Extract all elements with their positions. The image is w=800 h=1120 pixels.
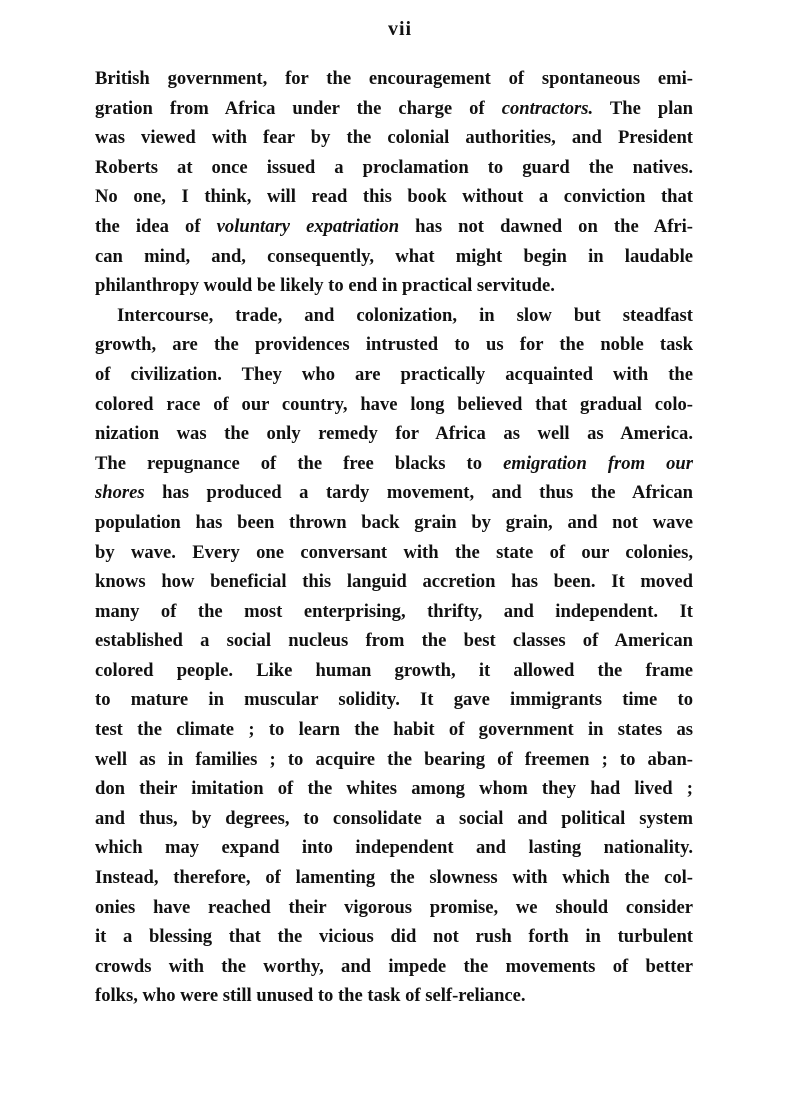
text-run: many of the most enterprising, thrifty, and independent. It xyxy=(95,600,693,622)
text-run: it a blessing that the vicious did not rush forth in turbulent xyxy=(95,926,693,948)
text-run: test the climate ; to learn the habit of government in states as xyxy=(95,719,693,741)
text-run: The repugnance of the free blacks to xyxy=(95,452,504,474)
text-line xyxy=(95,952,693,982)
page-number: vii xyxy=(387,18,413,40)
text-run: folks, who were still unused to the task of self-reliance. xyxy=(95,985,526,1007)
text-run: onies have reached their vigorous promise, we should consider xyxy=(95,896,693,918)
text-line xyxy=(95,242,693,272)
text-line xyxy=(95,212,693,242)
text-line xyxy=(95,745,693,775)
text-run: growth, are the providences intrusted to us for the noble task xyxy=(95,334,693,356)
text-line xyxy=(95,804,693,834)
text-line xyxy=(95,685,693,715)
italic-phrase: contractors. xyxy=(501,97,594,119)
text-line xyxy=(95,271,693,301)
text-run: and thus, by degrees, to consolidate a social and political system xyxy=(95,807,693,829)
italic-phrase: voluntary expatriation xyxy=(216,215,400,237)
text-line xyxy=(95,330,693,360)
text-line xyxy=(95,64,693,94)
text-line xyxy=(95,774,693,804)
text-run: Instead, therefore, of lamenting the slowness with which the col- xyxy=(95,867,693,889)
text-run: which may expand into independent and lasting nationality. xyxy=(95,837,693,859)
text-run: philanthropy would be likely to end in practical servitude. xyxy=(95,275,555,297)
text-line xyxy=(95,893,693,923)
text-run: to mature in muscular solidity. It gave immigrants time to xyxy=(95,689,693,711)
text-run: British government, for the encouragement of spontaneous emi- xyxy=(95,68,693,89)
text-line xyxy=(95,538,693,568)
text-line xyxy=(95,833,693,863)
text-line xyxy=(95,508,693,538)
text-run: don their imitation of the whites among whom they had lived ; xyxy=(95,778,693,800)
text-line xyxy=(95,478,693,508)
italic-phrase: shores xyxy=(95,482,145,504)
text-line xyxy=(95,567,693,597)
text-line xyxy=(95,419,693,449)
text-line xyxy=(95,597,693,627)
text-run: well as in families ; to acquire the bearing of freemen ; to aban- xyxy=(95,748,693,770)
italic-phrase: emigration from our xyxy=(503,452,693,474)
text-run: has not dawned on the Afri- xyxy=(399,215,694,237)
text-line xyxy=(95,449,693,479)
text-run: crowds with the worthy, and impede the movements of better xyxy=(95,955,693,977)
text-line xyxy=(95,94,693,124)
text-run: colored people. Like human growth, it allowed the frame xyxy=(95,659,693,681)
text-line xyxy=(95,360,693,390)
text-run: by wave. Every one conversant with the state of our colonies, xyxy=(95,541,693,563)
text-run: The plan xyxy=(593,97,693,119)
text-line xyxy=(95,301,693,331)
text-run: population has been thrown back grain by grain, and not wave xyxy=(95,511,693,533)
text-run: nization was the only remedy for Africa as well as America. xyxy=(95,423,693,445)
text-line xyxy=(95,656,693,686)
text-run: colored race of our country, have long believed that gradual colo- xyxy=(95,393,693,415)
text-line xyxy=(95,626,693,656)
text-line xyxy=(95,123,693,153)
text-run: established a social nucleus from the best classes of American xyxy=(95,630,693,652)
text-line xyxy=(95,390,693,420)
text-line xyxy=(95,715,693,745)
text-run: of civilization. They who are practically acquainted with the xyxy=(95,363,693,385)
text-line xyxy=(95,922,693,952)
text-line xyxy=(95,153,693,183)
text-line xyxy=(95,981,693,1011)
text-run: Roberts at once issued a proclamation to guard the natives. xyxy=(95,156,693,178)
text-run: Intercourse, trade, and colonization, in slow but steadfast xyxy=(117,304,693,326)
text-run: can mind, and, consequently, what might begin in laudable xyxy=(95,245,693,267)
text-run: gration from Africa under the charge of xyxy=(95,97,502,119)
text-run: was viewed with fear by the colonial authorities, and President xyxy=(95,127,693,149)
text-line xyxy=(95,863,693,893)
text-run: No one, I think, will read this book without a conviction that xyxy=(95,186,693,208)
text-run: the idea of xyxy=(95,215,217,237)
text-line xyxy=(95,182,693,212)
text-run: knows how beneficial this languid accretion has been. It moved xyxy=(95,571,693,593)
body-text xyxy=(95,64,693,1011)
text-run: has produced a tardy movement, and thus the African xyxy=(144,482,693,504)
